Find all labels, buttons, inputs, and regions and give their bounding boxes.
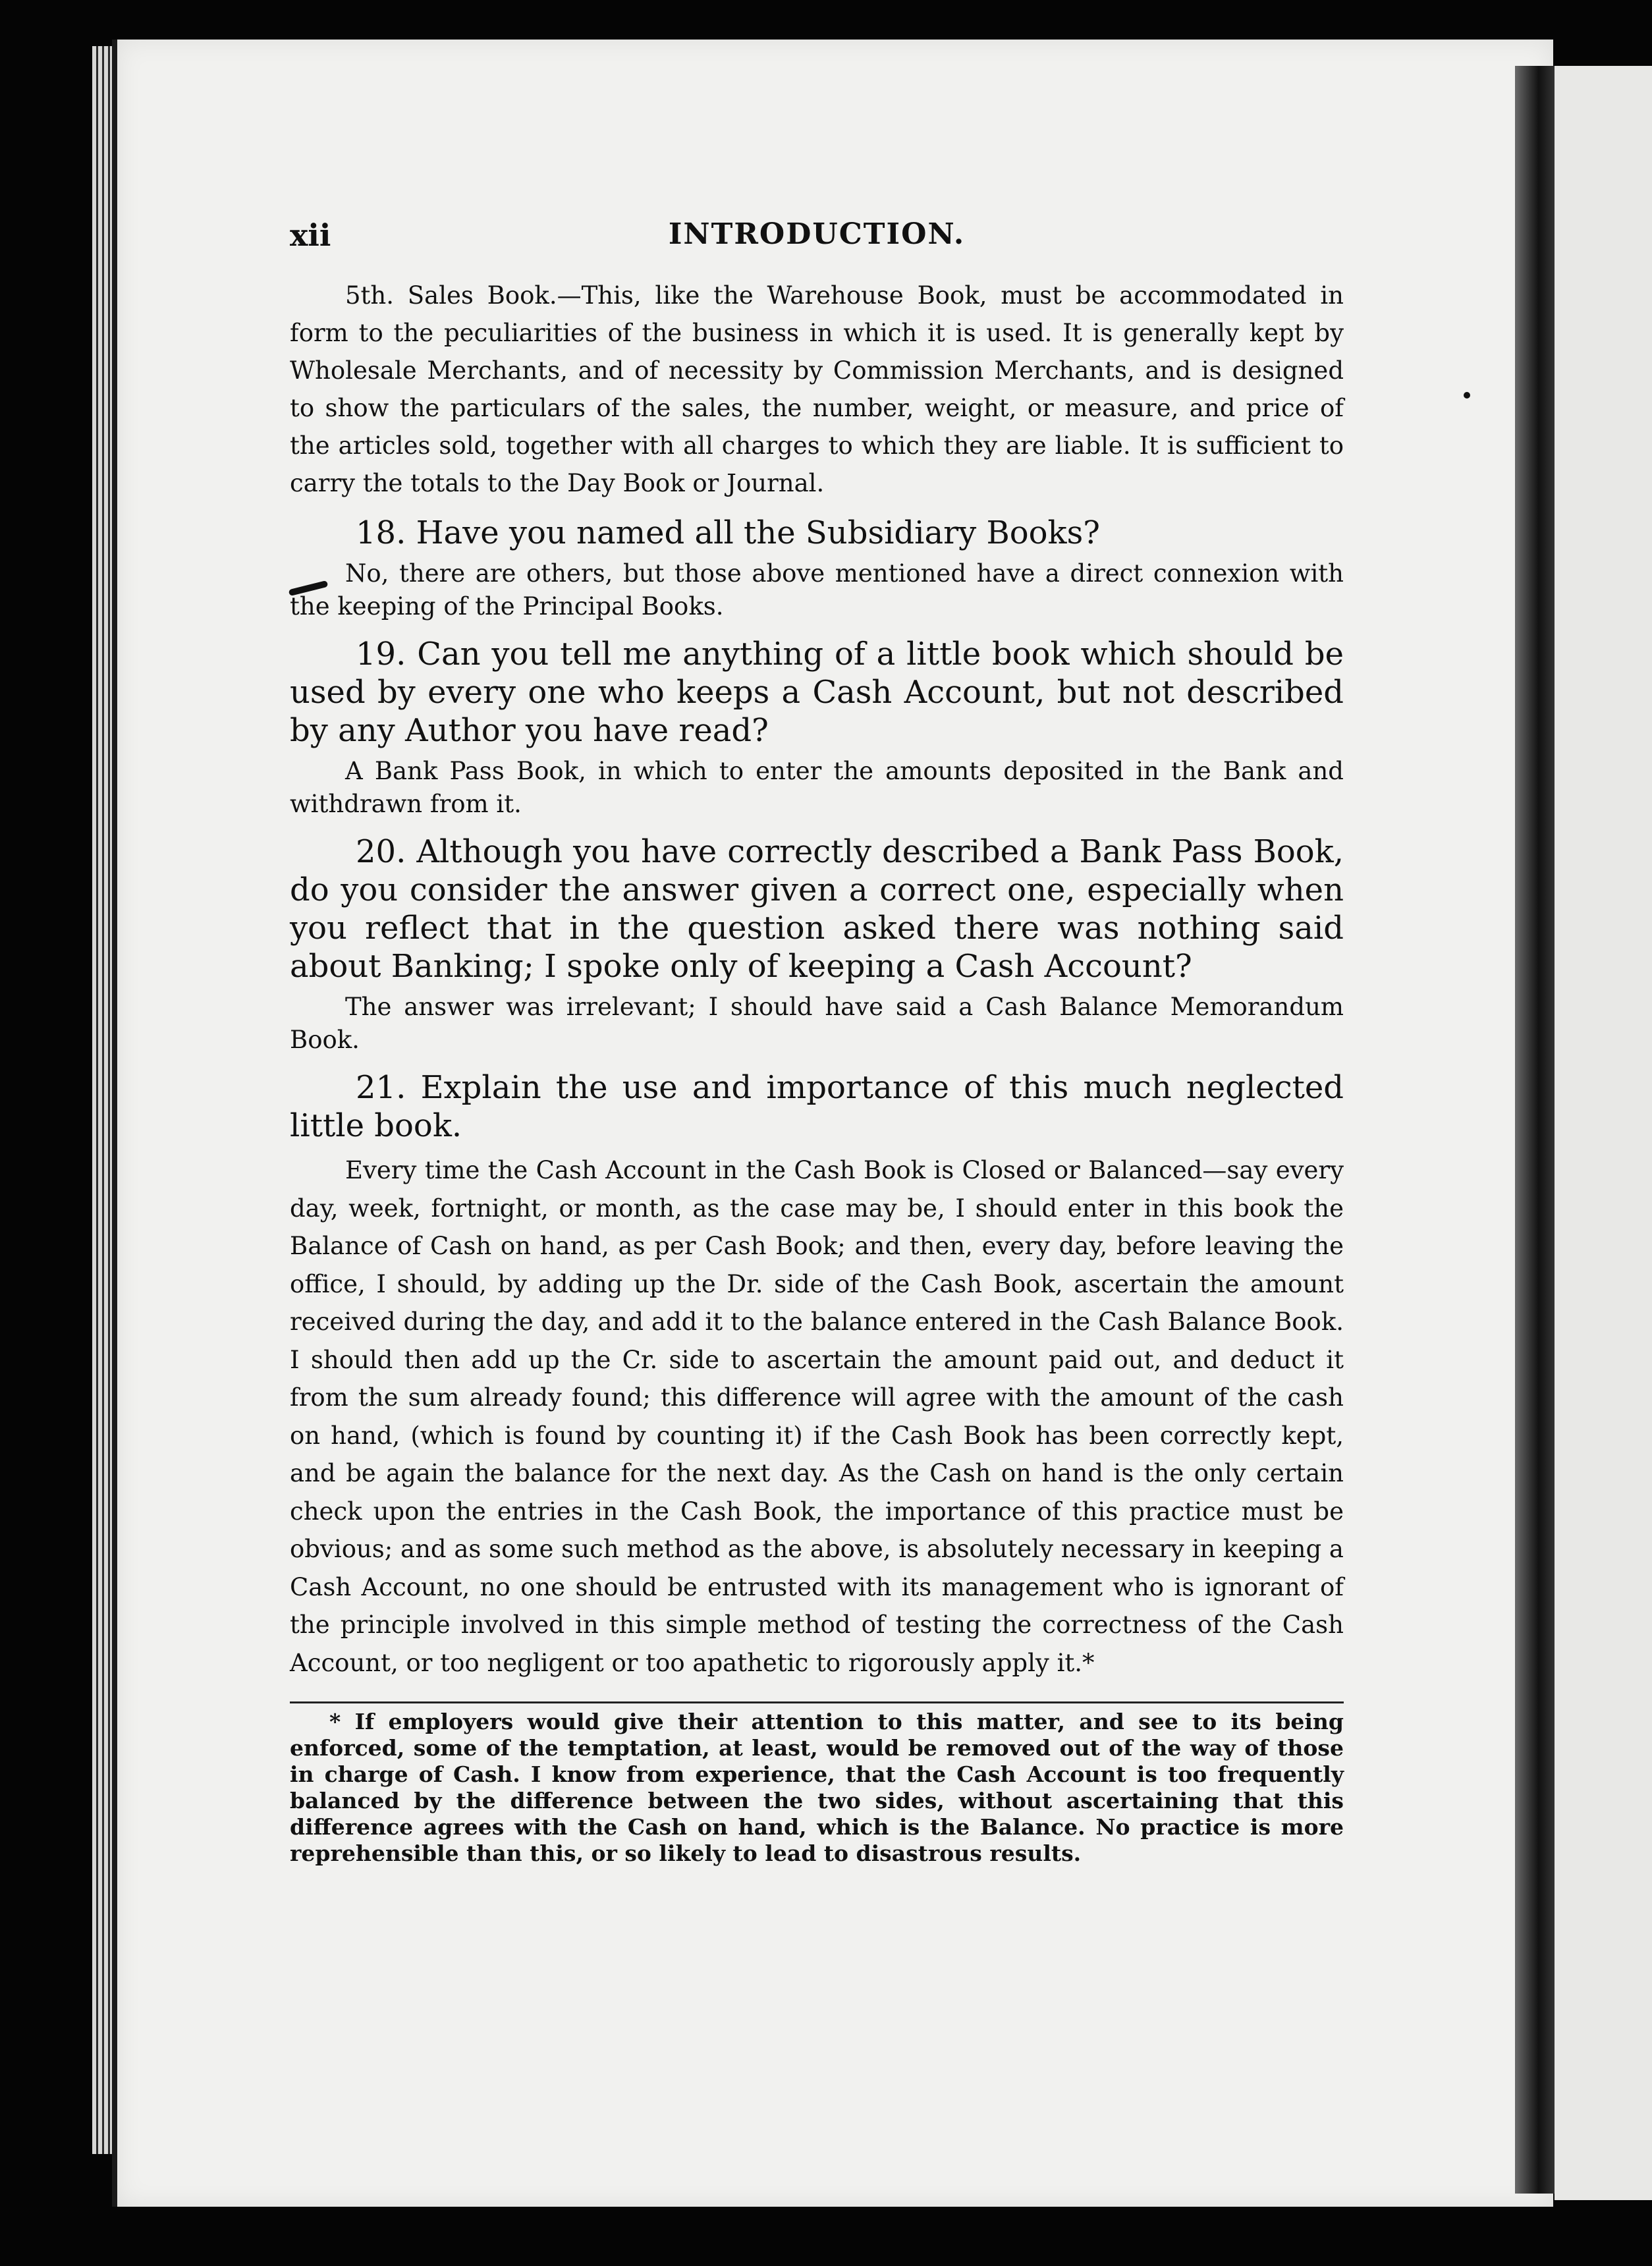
question-19: 19. Can you tell me anything of a little book which should be used by every one who keeps a Cash Account, but not described by any Author you have read? [290,636,1344,749]
page-number: xii [290,217,331,253]
answer-18: No, there are others, but those above mentioned have a direct connexion with the keeping of the Principal Books. [290,559,1344,621]
ink-spot [1464,392,1470,399]
page-content [290,217,1344,1867]
footnote-divider [290,1701,1344,1703]
facing-page-edge [1555,66,1652,2200]
question-20: 20. Although you have correctly described a Bank Pass Book, do you consider the answer given a correct one, especially when you reflect that in the question asked there was nothing said about Banking; I spoke only of keeping a Cash Account? [290,833,1344,985]
running-head: INTRODUCTION. [668,217,966,251]
page-header [290,217,1344,277]
question-21: 21. Explain the use and importance of this much neglected little book. [290,1069,1344,1144]
sales-book-paragraph: 5th. Sales Book.—This, like the Warehouse Book, must be accommodated in form to the peculiarities of the business in which it is used. It is generally kept by Wholesale Merchants, and of necessity by Commission Merchants, and is designed to show the particulars of the sales, the number, weight, or measure, and price of the articles sold, together with all charges to which they are liable. It is sufficient to carry the totals to the Day Book or Journal. [290,281,1344,497]
answer-20: The answer was irrelevant; I should have said a Cash Balance Memorandum Book. [290,993,1344,1054]
answer-21: Every time the Cash Account in the Cash Book is Closed or Balanced—say every day, week, fortnight, or month, as the case may be, I should enter in this book the Balance of Cash on hand, as per Cash Book; and then, every day, before leaving the office, I should, by adding up the Dr. side of the Cash Book, ascertain the amount received during the day, and add it to the balance entered in the Cash Balance Book. I should then add up the Cr. side to ascertain the amount paid out, and deduct it from the sum already found; this difference will agree with the amount of the cash on hand, (which is found by counting it) if the Cash Book has been correctly kept, and be again the balance for the next day. As the Cash on hand is the only certain check upon the entries in the Cash Book, the importance of this practice must be obvious; and as some such method as the above, is absolutely necessary in keeping a Cash Account, no one should be entrusted with its management who is ignorant of the principle involved in this simple method of testing the correctness of the Cash Account, or too negligent or too apathetic to rigorously apply it.* [290,1156,1344,1677]
book-gutter [1515,66,1555,2194]
answer-19: A Bank Pass Book, in which to enter the amounts deposited in the Bank and withdrawn from it. [290,757,1344,818]
question-18: 18. Have you named all the Subsidiary Books? [356,514,1100,551]
footnote: * If employers would give their attention to this matter, and see to its being enforced, some of the temptation, at least, would be removed out of the way of those in charge of Cash. I know from experience, that the Cash Account is too frequently balanced by the difference between the two sides, without ascertaining that this difference agrees with the Cash on hand, which is the Balance. No practice is more reprehensible than this, or so likely to lead to disastrous results. [290,1709,1344,1866]
